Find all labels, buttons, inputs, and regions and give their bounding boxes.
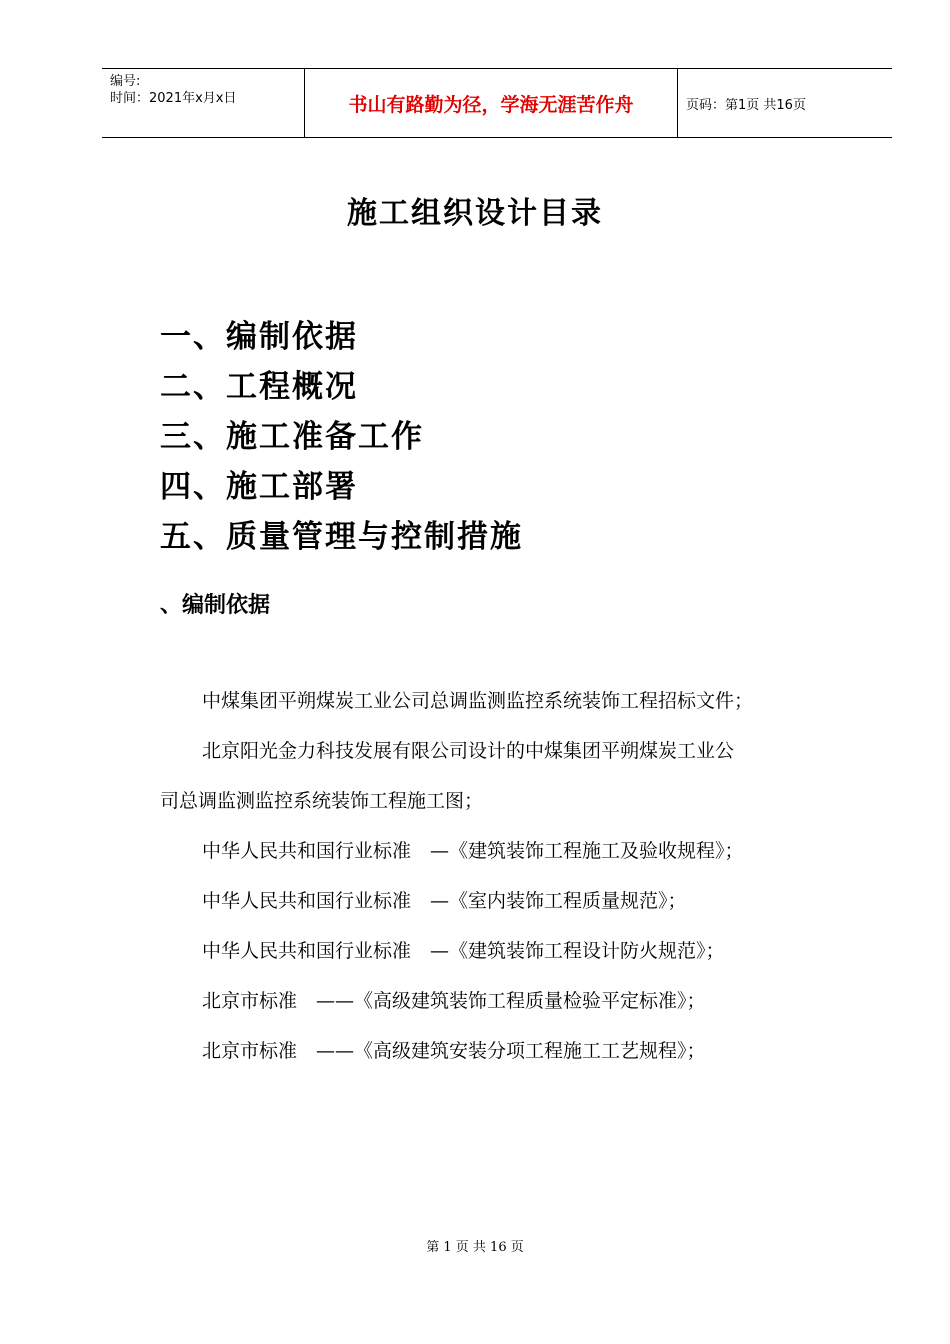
- page-header: [102, 68, 892, 138]
- document-title: 施工组织设计目录: [347, 196, 603, 231]
- paragraph: 中煤集团平朔煤炭工业公司总调监测监控系统装饰工程招标文件；: [202, 690, 754, 712]
- header-page-info: 页码：第1页 共16页: [686, 97, 806, 113]
- paragraph: 中华人民共和国行业标准 —《建筑装饰工程施工及验收规程》；: [202, 840, 744, 862]
- paragraph: 司总调监测监控系统装饰工程施工图；: [160, 790, 484, 812]
- page-footer: 第 1 页 共 16 页: [426, 1240, 524, 1255]
- section-heading: 、编制依据: [160, 593, 271, 618]
- toc-item: 四、施工部署: [160, 469, 358, 505]
- paragraph: 中华人民共和国行业标准 —《室内装饰工程质量规范》；: [202, 890, 687, 912]
- header-meta: [102, 69, 304, 137]
- toc-item: 五、质量管理与控制措施: [160, 519, 523, 555]
- toc-item: 一、编制依据: [160, 319, 358, 355]
- paragraph: 北京阳光金力科技发展有限公司设计的中煤集团平朔煤炭工业公: [202, 740, 735, 762]
- toc-item: 三、施工准备工作: [160, 419, 424, 455]
- toc-item: 二、工程概况: [160, 369, 358, 405]
- time-label: 时间：2021年x月x日: [110, 91, 237, 106]
- paragraph: 北京市标准 ——《高级建筑安装分项工程施工工艺规程》；: [202, 1040, 706, 1062]
- paragraph: 北京市标准 ——《高级建筑装饰工程质量检验平定标准》；: [202, 990, 706, 1012]
- number-label: 编号:: [110, 74, 141, 89]
- paragraph: 中华人民共和国行业标准 —《建筑装饰工程设计防火规范》；: [202, 940, 725, 962]
- table-of-contents: [160, 314, 523, 564]
- header-motto: 书山有路勤为径，学海无涯苦作舟: [304, 69, 678, 137]
- body-text: [160, 676, 850, 1076]
